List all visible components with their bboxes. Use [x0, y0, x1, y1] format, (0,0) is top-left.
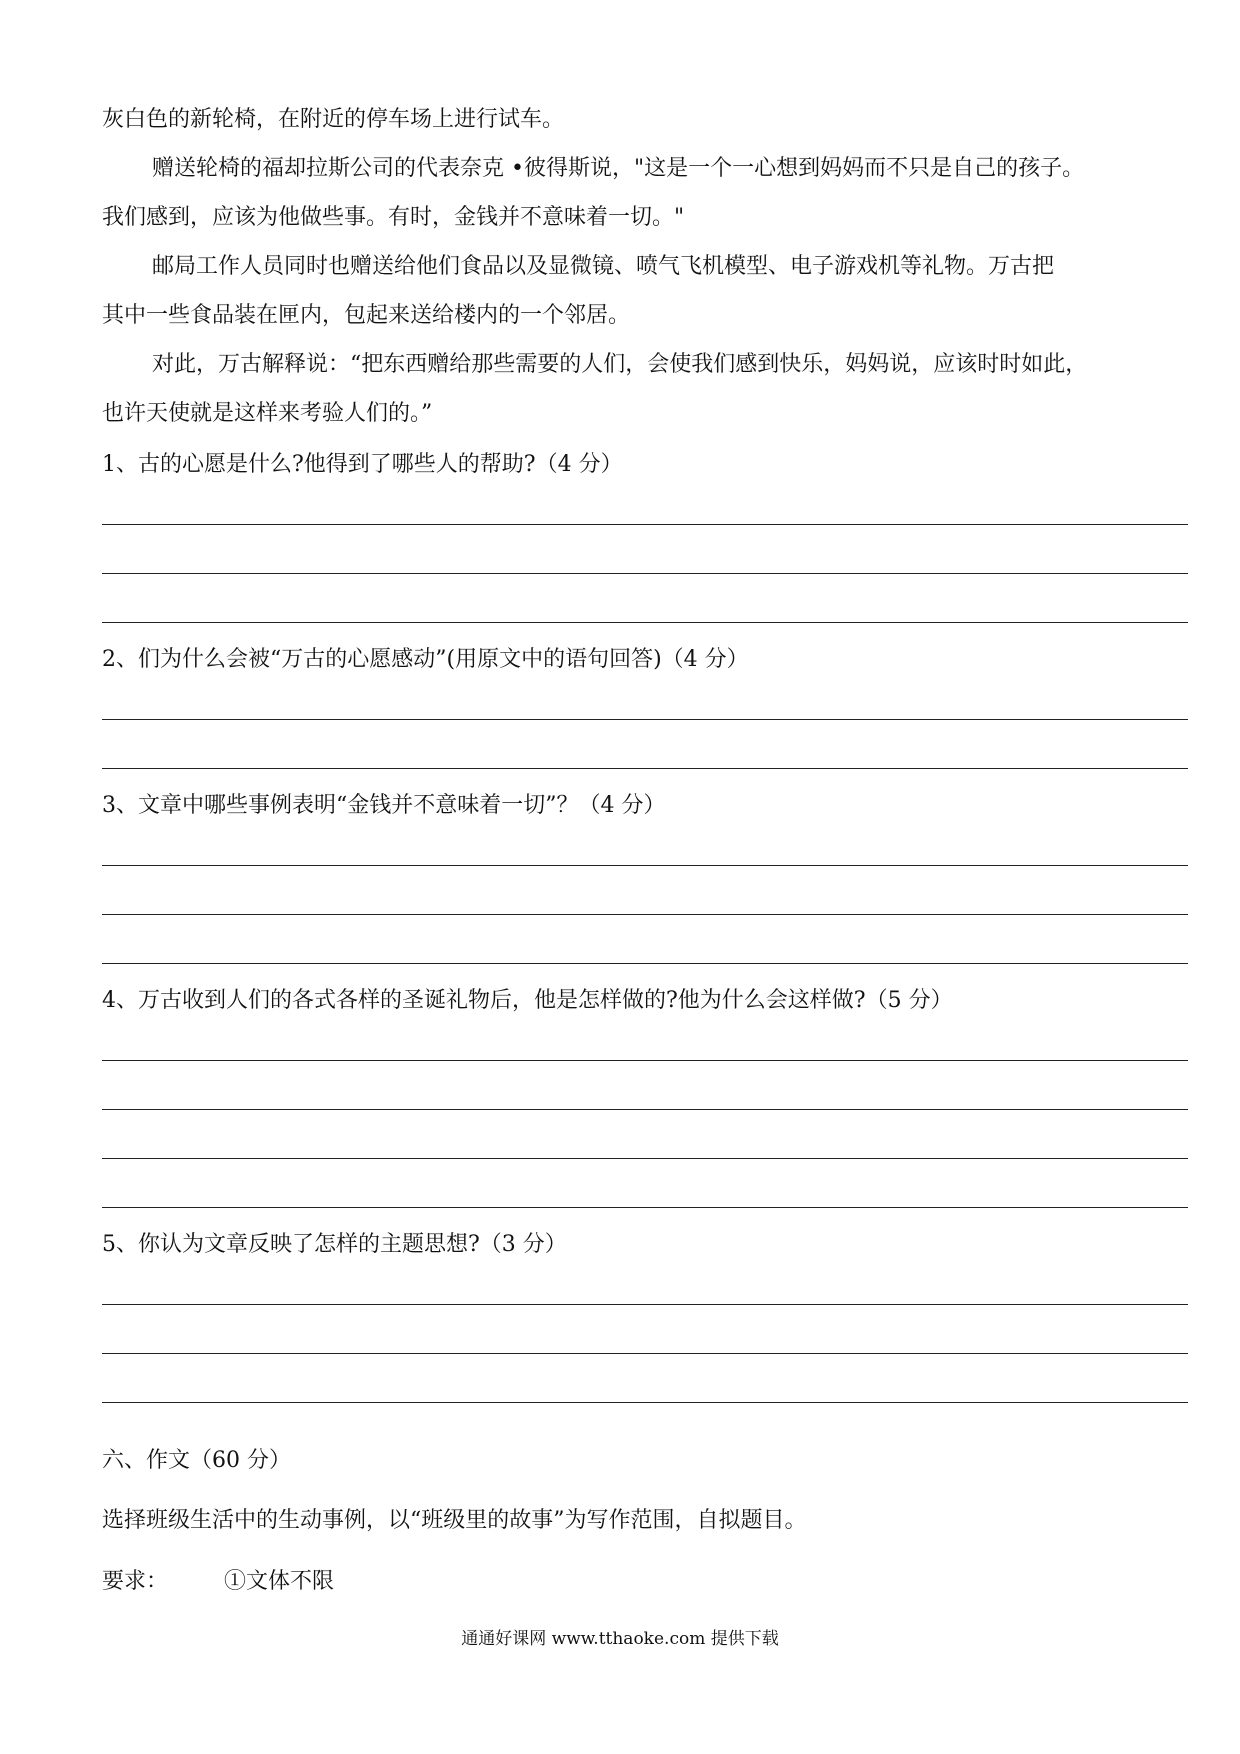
question-3: 3、文章中哪些事例表明“金钱并不意味着一切”？（4 分） — [102, 793, 666, 818]
answer-line[interactable] — [102, 622, 1188, 623]
passage-line-2: 赠送轮椅的福却拉斯公司的代表奈克 •彼得斯说，"这是一个一心想到妈妈而不只是自己的孩子。 — [152, 156, 1085, 181]
answer-line[interactable] — [102, 768, 1188, 769]
answer-line[interactable] — [102, 1158, 1188, 1159]
requirements-label: 要求： — [102, 1569, 169, 1594]
composition-heading: 六、作文（60 分） — [102, 1448, 291, 1473]
question-2: 2、们为什么会被“万古的心愿感动”(用原文中的语句回答)（4 分） — [102, 647, 749, 672]
passage-line-4: 邮局工作人员同时也赠送给他们食品以及显微镜、喷气飞机模型、电子游戏机等礼物。万古把 — [152, 254, 1055, 279]
composition-prompt: 选择班级生活中的生动事例，以“班级里的故事”为写作范围，自拟题目。 — [102, 1508, 807, 1533]
passage-line-6: 对此，万古解释说：“把东西赠给那些需要的人们，会使我们感到快乐，妈妈说，应该时时如此， — [152, 352, 1088, 377]
answer-line[interactable] — [102, 1304, 1188, 1305]
footer-source: 通通好课网 www.tthaoke.com 提供下载 — [461, 1629, 779, 1649]
question-1: 1、古的心愿是什么?他得到了哪些人的帮助?（4 分） — [102, 452, 623, 477]
answer-line[interactable] — [102, 914, 1188, 915]
passage-line-5: 其中一些食品装在匣内，包起来送给楼内的一个邻居。 — [102, 303, 631, 328]
answer-line[interactable] — [102, 573, 1188, 574]
answer-line[interactable] — [102, 524, 1188, 525]
answer-line[interactable] — [102, 1060, 1188, 1061]
answer-line[interactable] — [102, 963, 1188, 964]
answer-line[interactable] — [102, 1207, 1188, 1208]
question-5: 5、你认为文章反映了怎样的主题思想?（3 分） — [102, 1232, 567, 1257]
answer-line[interactable] — [102, 1353, 1188, 1354]
answer-line[interactable] — [102, 719, 1188, 720]
passage-line-7: 也许天使就是这样来考验人们的。” — [102, 401, 433, 426]
passage-line-1: 灰白色的新轮椅，在附近的停车场上进行试车。 — [102, 107, 565, 132]
answer-line[interactable] — [102, 865, 1188, 866]
passage-line-3: 我们感到，应该为他做些事。有时，金钱并不意味着一切。" — [102, 205, 685, 230]
answer-line[interactable] — [102, 1109, 1188, 1110]
answer-line[interactable] — [102, 1402, 1188, 1403]
requirement-item: ①文体不限 — [224, 1569, 335, 1594]
question-4: 4、万古收到人们的各式各样的圣诞礼物后，他是怎样做的?他为什么会这样做?（5 分） — [102, 988, 953, 1013]
